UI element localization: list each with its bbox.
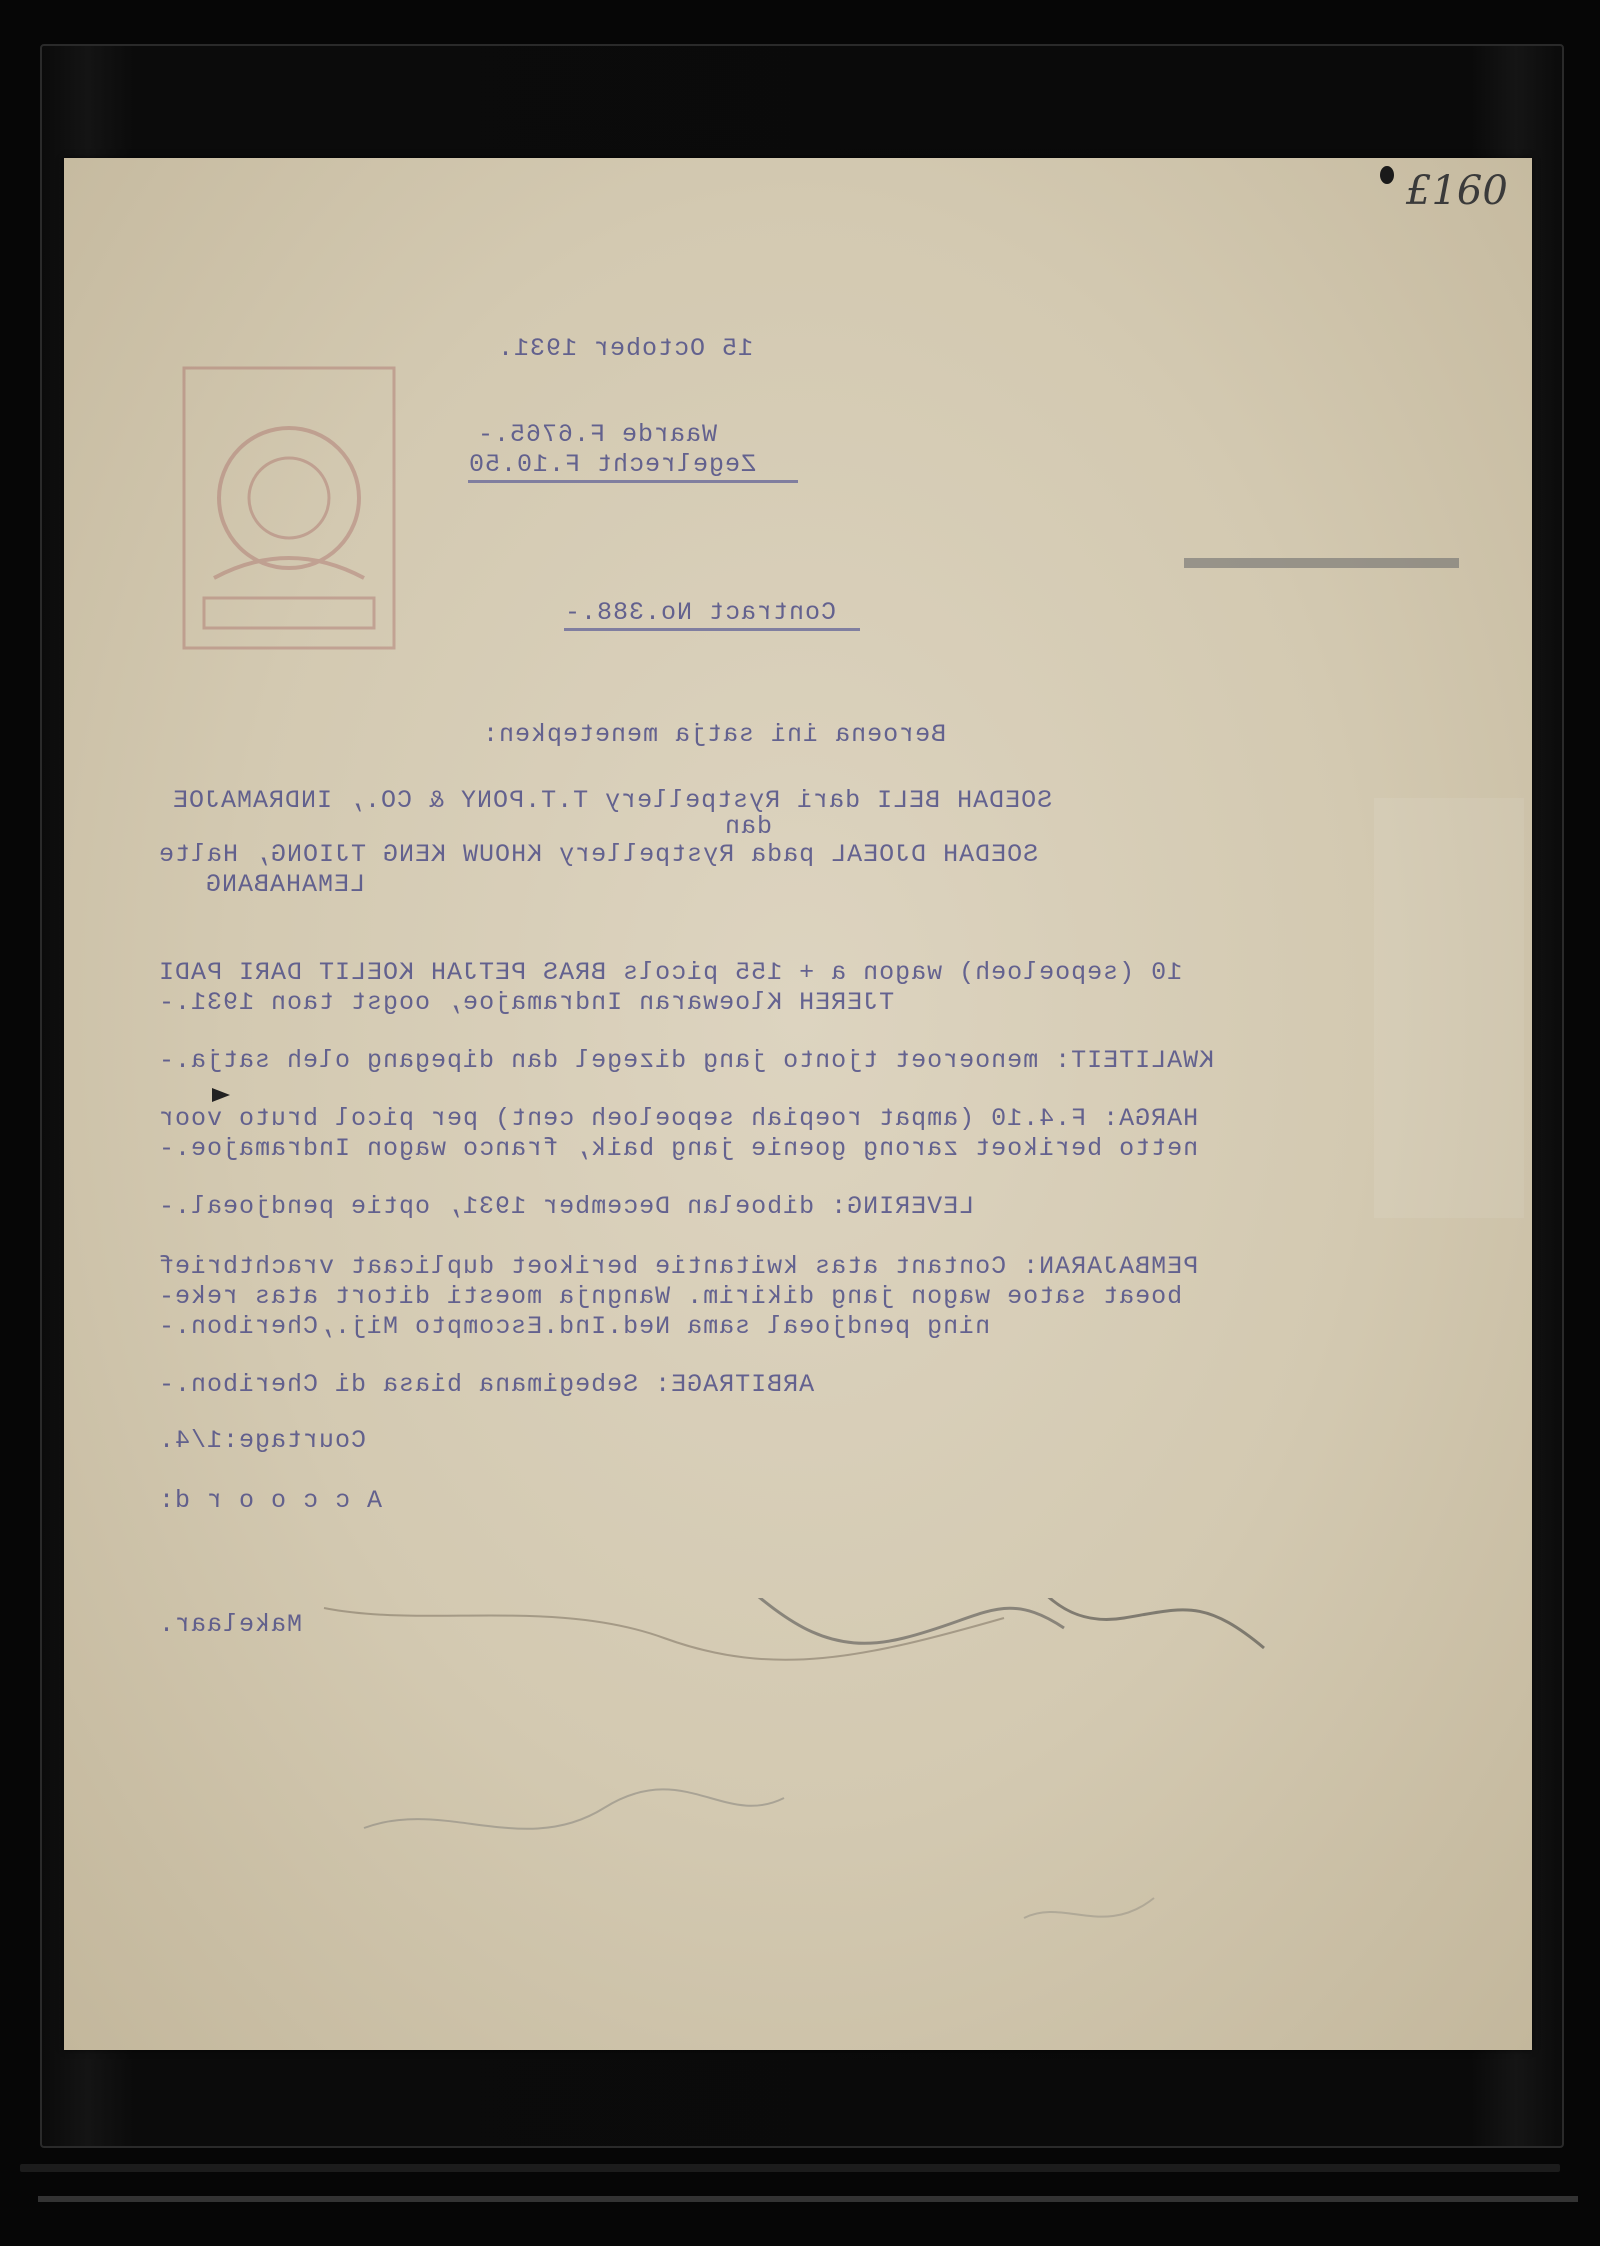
- goods-line-2: TJEREH Kloewaran Indramajoe, oogst taon 1931.-: [158, 988, 895, 1017]
- broker-line: Makelaar.: [158, 1610, 303, 1639]
- contract-number: Contract No.388.-: [564, 598, 837, 627]
- stamp-duty-underline: [468, 480, 798, 483]
- date-line: 15 October 1931.: [497, 334, 754, 363]
- sleeve-edge: [20, 2164, 1560, 2172]
- conjunction-line: dan: [724, 812, 773, 841]
- value-line: Waarde F.6765.-: [477, 420, 718, 449]
- agreed-line: Beroena ini satja menetepken:: [482, 720, 947, 749]
- revenue-stamp-emboss: [174, 358, 404, 658]
- accoord-line: A c c o o r d:: [158, 1486, 383, 1515]
- courtage-line: Courtage:1/4.: [158, 1426, 367, 1455]
- margin-arrow: [212, 1088, 230, 1102]
- payment-clause-1: PEMBAJARAN: Contant atas kwitantie berikoet duplicaat vrachtbrief: [158, 1252, 1199, 1281]
- contract-number-underline: [564, 628, 860, 631]
- pencil-mark: [1184, 558, 1459, 568]
- arbitrage-clause: ARBITRAGE: Sebegimana biasa di Cheribon.-: [158, 1370, 815, 1399]
- price-clause-1: HARGA: F.4.10 (ampat roepiah sepoeloeh cent) per picol bruto voor: [158, 1104, 1199, 1133]
- stamp-duty-line: Zegelrecht F.10.50: [468, 450, 757, 479]
- delivery-clause: LEVERING: diboelan December 1931, optie pendjoeal.-: [158, 1192, 975, 1221]
- contract-document: [64, 158, 1532, 2050]
- seller-line: SOEDAH BELI dari Rystpellery T.T.PONY & CO., INDRAMAJOE: [172, 786, 1053, 815]
- price-clause-2: netto berikoet zarong goenie jang baik, franco wagon Indramajoe.-: [158, 1134, 1199, 1163]
- signature-scribbles: [304, 1598, 1454, 2018]
- buyer-line-1: SOEDAH DJOEAL pada Rystpellery KHOUW KENG TJIONG, Halte: [158, 840, 1039, 869]
- sleeve-bottom-strip: [38, 2196, 1578, 2202]
- payment-clause-2: boeat satoe wagon jang dikirim. Wangnja moesti ditort atas reke-: [158, 1282, 1183, 1311]
- buyer-line-2: LEMAHABANG: [205, 870, 366, 899]
- punch-hole: [1380, 166, 1394, 184]
- goods-line-1: 10 (sepoeloeh) wagon a + 155 picols BRAS PETJAH KOELIT DARI PADI: [158, 958, 1183, 987]
- payment-clause-3: ning pendjoeal sama Ned.Ind.Escompto Mij.,Cheribon.-: [158, 1312, 991, 1341]
- handwritten-price: £160: [1406, 168, 1508, 214]
- quality-clause: KWALITEIT: menoeroet tjonto jang dizegel dan dipegang oleh satja.-: [158, 1046, 1215, 1075]
